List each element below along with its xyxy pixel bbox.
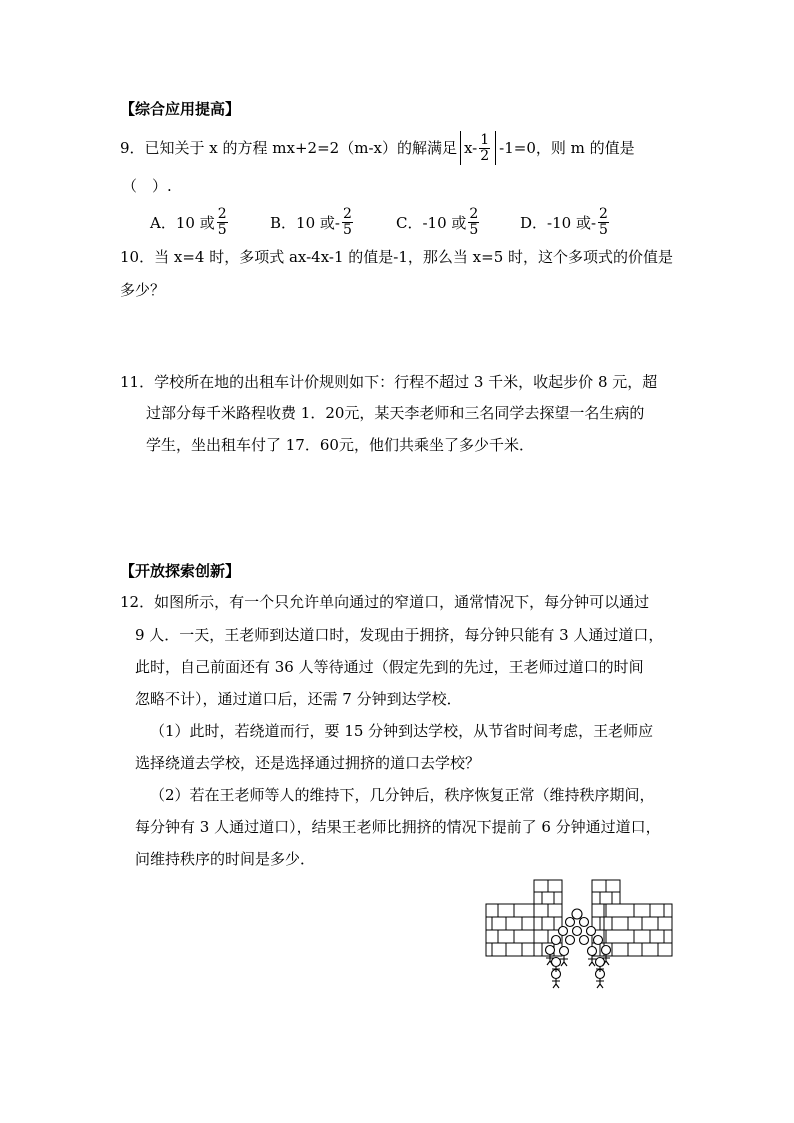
question-12-sub-2-line-2: 每分钟有 3 人通过道口），结果王老师比拥挤的情况下提前了 6 分钟通过道口， — [135, 818, 661, 836]
question-12-sub-2-line-1: （2）若在王老师等人的维持下，几分钟后，秩序恢复正常（维持秩序期间， — [150, 786, 655, 804]
option-c — [396, 204, 481, 240]
question-12-line-4: 忽略不计），通过道口后，还需 7 分钟到达学校． — [135, 690, 462, 708]
brick-wall-crowd-illustration — [484, 876, 674, 991]
section-title-comprehensive: 【综合应用提高】 — [120, 100, 241, 118]
fraction-numerator: 2 — [217, 205, 227, 222]
question-12-sub-1-line-2: 选择绕道去学校，还是选择通过拥挤的道口去学校？ — [135, 754, 481, 772]
option-d-prefix: D．-10 或- — [520, 213, 597, 232]
fraction-numerator: 2 — [469, 205, 479, 222]
question-9-options — [150, 204, 630, 240]
fraction-denominator: 5 — [469, 221, 479, 238]
abs-bar-left — [460, 131, 461, 165]
abs-bar-right — [495, 131, 496, 165]
fraction-denominator: 2 — [480, 147, 490, 164]
option-a — [150, 204, 230, 240]
question-10-line-2: 多少？ — [120, 281, 166, 299]
question-12-sub-2-line-3: 问维持秩序的时间是多少． — [135, 850, 316, 868]
question-9-text-a: 9．已知关于 x 的方程 mx+2=2（m-x）的解满足 — [120, 139, 457, 157]
fraction-denominator: 5 — [599, 221, 608, 238]
option-c-prefix: C．-10 或 — [396, 213, 467, 232]
fraction-one-half — [479, 133, 490, 164]
abs-inner: x- — [463, 139, 478, 157]
option-d — [520, 204, 611, 240]
option-b — [270, 204, 355, 240]
question-11-line-2: 过部分每千米路程收费 1．20元，某天李老师和三名同学去探望一名生病的 — [146, 404, 645, 422]
option-b-fraction — [342, 207, 353, 238]
question-12-sub-1-line-1: （1）此时，若绕道而行，要 15 分钟到达学校，从节省时间考虑，王老师应 — [150, 722, 654, 740]
fraction-denominator: 5 — [217, 221, 227, 238]
option-a-prefix: A．10 或 — [150, 213, 215, 232]
question-9-line-2: （ ）. — [122, 177, 172, 195]
question-12-line-1: 12．如图所示，有一个只允许单向通过的窄道口，通常情况下，每分钟可以通过 — [120, 593, 650, 611]
question-10-line-1: 10．当 x=4 时，多项式 ax-4x-1 的值是-1，那么当 x=5 时，这个多项式的价值是 — [120, 248, 674, 266]
question-12-line-2: 9 人．一天，王老师到达道口时，发现由于拥挤，每分钟只能有 3 人通过道口， — [135, 626, 664, 644]
question-11-line-1: 11．学校所在地的出租车计价规则如下：行程不超过 3 千米，收起步价 8 元，超 — [120, 373, 658, 391]
option-a-fraction — [217, 207, 228, 238]
section-title-exploration: 【开放探索创新】 — [120, 562, 241, 580]
fraction-denominator: 5 — [342, 221, 352, 238]
question-9-text-b: -1=0，则 m 的值是 — [499, 139, 635, 157]
fraction-numerator: 1 — [480, 131, 490, 148]
question-12-line-3: 此时，自己前面还有 36 人等待通过（假定先到的先过，王老师过道口的时间 — [135, 658, 644, 676]
question-11-line-3: 学生，坐出租车付了 17．60元，他们共乘坐了多少千米． — [146, 436, 534, 454]
fraction-numerator: 2 — [342, 205, 352, 222]
brick-wall-crowd-icon — [484, 876, 674, 991]
fraction-numerator: 2 — [599, 205, 608, 222]
option-b-prefix: B．10 或- — [270, 213, 340, 232]
question-9-line-1 — [120, 130, 635, 166]
option-d-fraction — [598, 207, 609, 238]
option-c-fraction — [468, 207, 479, 238]
